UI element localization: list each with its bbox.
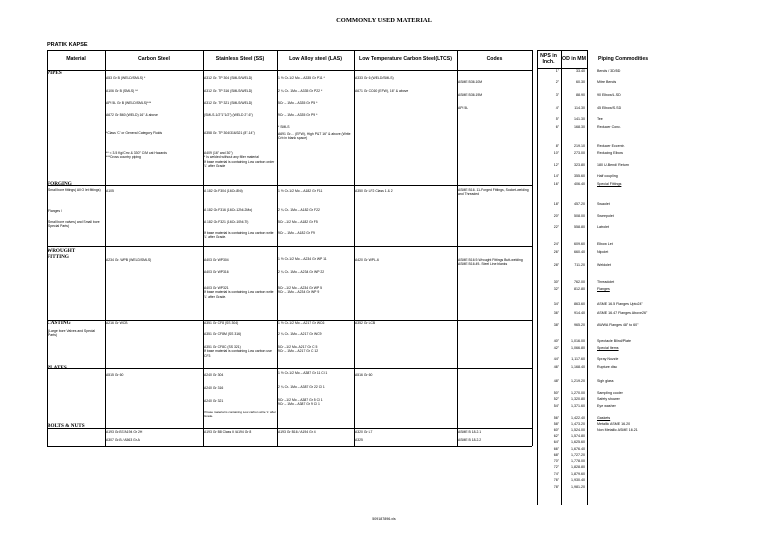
pipes-carbon-3: A672 Gr B60 (WELD) 16" & above — [106, 113, 158, 117]
bolts-las-0: A193 Gr B16 / A194 Gr 4 — [278, 430, 316, 434]
plates-stainless-0: A240 Gr 304 — [204, 373, 224, 377]
wrought-las-2: 5Cr –1/2 Mo – A234 Gr WP 5 9Cr – 1Mo – A234 Gr WP 9 — [278, 286, 323, 295]
nps-value: 5" — [555, 117, 559, 121]
pipes-ltcs-1: A671 Gr CC60 (EFW), 16" & above — [355, 89, 409, 93]
piping-commodity: 180 U-Bend/ Return — [597, 163, 629, 167]
piping-commodity: ASME 16.5 Flanges Upto24" — [597, 302, 643, 306]
piping-commodity: Bends / 3D/5D — [597, 69, 621, 73]
nps-value: 3" — [555, 93, 559, 97]
od-value: 406.40 — [574, 182, 585, 186]
piping-commodity: Nipolet — [597, 250, 609, 254]
od-value: 508.00 — [574, 214, 585, 218]
forging-carbon-0: A105 — [106, 189, 114, 193]
od-value: 1,625.60 — [571, 440, 585, 444]
piping-commodity: Special Fittings — [597, 182, 622, 186]
piping-commodity: Reducing Elbow — [597, 151, 623, 155]
nps-value: 54" — [553, 404, 559, 408]
pipes-las-4: * SMLS — [278, 125, 290, 129]
pipes-codes-1: ASME B36.19M — [458, 93, 483, 97]
pipes-stainless-1: A312 Gr. TP 316 (SMLS/WELD) — [204, 89, 253, 93]
forging-stainless-2: A 182 Gr.F321 (16Cr-10Ni-Ti) — [204, 220, 249, 224]
od-value: 863.60 — [574, 302, 585, 306]
nps-value: 6" — [555, 125, 559, 129]
pipes-carbon-1: A106 Gr B (SMLS) ** — [106, 89, 138, 93]
od-value: 88.90 — [576, 93, 585, 97]
nps-value: 26" — [553, 250, 559, 254]
od-value: 1,320.80 — [571, 397, 585, 401]
forging-codes-0: ASME B16. 11-Forged Fittings, Socket-welding and Threaded — [458, 188, 529, 197]
forging-stainless-3: If base material is containing Low carbon write 'L' after Grade. — [204, 231, 274, 240]
nps-value: 42" — [553, 346, 559, 350]
casting-las-2: 5Cr –1/2 Mo- A217 Gr C 5 9Cr – 1Mo – A217 Gr C 12 — [278, 345, 319, 354]
piping-commodity: Eye washer — [597, 404, 616, 408]
header-codes: Codes — [486, 56, 503, 63]
forging-las-2: 5Cr –1/2 Mo – A182 Gr F5 — [278, 220, 318, 224]
od-value: 355.60 — [574, 174, 585, 178]
od-value: 1,981.20 — [571, 485, 585, 489]
od-value: 219.10 — [574, 144, 585, 148]
section-pipes: PIPES — [47, 70, 62, 76]
header-piping-commodities: Piping Commodities — [598, 56, 649, 63]
piping-commodity: Gaskets — [597, 416, 611, 420]
od-value: 168.30 — [574, 125, 585, 129]
od-value: 1,016.00 — [571, 339, 585, 343]
od-value: 1,371.60 — [571, 404, 585, 408]
nps-value: 10" — [553, 151, 559, 155]
od-value: 60.30 — [576, 80, 585, 84]
pipes-codes-2: API 5L — [458, 106, 469, 110]
forging-las-3: 9Cr – 1Mo – A182 Gr F9 — [278, 231, 315, 235]
nps-value: 20" — [553, 214, 559, 218]
pipes-stainless-2: A312 Gr. TP 321 (SMLS/WELD) — [204, 101, 253, 105]
wrought-carbon-0: A234 Gr. WPB (WELD/SMLS) — [106, 258, 152, 262]
bolts-ltcs-0: A320 Gr L7 — [355, 430, 373, 434]
pipes-stainless-4: A358 Gr. TP 304/316/321 (8"-14") — [204, 131, 255, 135]
page-title: COMMONLY USED MATERIAL — [336, 17, 432, 24]
nps-value: 24" — [553, 242, 559, 246]
wrought-ltcs-0: A420 Gr WPL-6 — [355, 258, 379, 262]
piping-commodity: AWWA Flanges 48" to 60" — [597, 323, 639, 327]
plates-carbon-0: A515 Gr 60 — [106, 373, 124, 377]
bolts-carbon-1: A307 Gr.B / A563 Gr.A — [106, 438, 140, 442]
header-ltcs: Low Temperature Carbon Steel(LTCS) — [359, 56, 452, 63]
od-value: 141.30 — [574, 117, 585, 121]
section-casting: CASTING — [47, 320, 71, 326]
header-low-alloy-steel: Low Alloy steel (LAS) — [289, 56, 342, 63]
od-value: 1,828.80 — [571, 465, 585, 469]
nps-value: 44" — [553, 357, 559, 361]
od-value: 1,574.80 — [571, 434, 585, 438]
pipes-carbon-0: A53 Gr B (WELD/SMLS) * — [106, 76, 146, 80]
nps-value: 72" — [553, 465, 559, 469]
od-value: 812.80 — [574, 287, 585, 291]
piping-commodity: Mitre Bends — [597, 80, 617, 84]
od-value: 1,422.40 — [571, 416, 585, 420]
piping-commodity: Swaolet — [597, 202, 610, 206]
pipes-las-3: 9Cr – 1Mo – A335 Gr P9 * — [278, 113, 318, 117]
plates-las-0: 1 ½ Cr-1/2 Mo – A387 Gr 11 Cl 1 — [278, 371, 328, 375]
nps-value: 34" — [553, 302, 559, 306]
nps-value: 18" — [553, 202, 559, 206]
bolts-ltcs-1: A325 — [355, 438, 363, 442]
nps-value: 16" — [553, 182, 559, 186]
nps-value: 68" — [553, 453, 559, 457]
header-carbon-steel: Carbon Steel — [138, 56, 170, 63]
pipes-stainless-0: A312 Gr. TP 304 (SMLS/WELD) — [204, 76, 253, 80]
od-value: 1,676.40 — [571, 447, 585, 451]
od-value: 1,473.20 — [571, 422, 585, 426]
nps-value: 58" — [553, 422, 559, 426]
od-value: 609.60 — [574, 242, 585, 246]
od-value: 1,066.80 — [571, 346, 585, 350]
od-value: 1,930.40 — [571, 478, 585, 482]
pipes-carbon-2: API 5L Gr B (WELD/SMLS)*** — [106, 101, 152, 105]
od-value: 1,168.40 — [571, 365, 585, 369]
casting-las-0: 1 ½ Cr-1/2 Mo – A217 Gr WC6 — [278, 321, 325, 325]
piping-commodity: Sampling cooler — [597, 391, 623, 395]
pipes-las-5: A691 Gr.... (EFW), High P&T 16" & above (Write Crb in blank space) — [278, 132, 351, 141]
pipes-carbon-5: ** < 3.5 Kg/Cm² & 330° C/M cat Hazards ***Cross country piping — [106, 151, 167, 160]
pipes-las-0: 1 ½ Cr-1/2 Mo – A335 Gr P11 * — [278, 76, 325, 80]
nps-value: 74" — [553, 472, 559, 476]
od-value: 1,778.00 — [571, 459, 585, 463]
forging-stainless-0: A 182 Gr.F304 (16Cr-8Ni) — [204, 189, 243, 193]
piping-commodity: Threadolet — [597, 280, 615, 284]
wrought-las-1: 2 ¼ Cr- 1Mo – A234 Gr WP 22 — [278, 270, 325, 274]
forging-material-0: Small bore fittings( All O let fittings) — [48, 188, 101, 192]
nps-value: 4" — [555, 106, 559, 110]
wrought-las-0: 1 ½ Cr-1/2 Mo – A234 Gr WP 11 — [278, 257, 327, 261]
nps-value: 56" — [553, 416, 559, 420]
piping-commodity: Elbow Let — [597, 242, 613, 246]
wrought-stainless-1: A403 Gr WP316 — [204, 270, 229, 274]
nps-value: 70" — [553, 459, 559, 463]
piping-commodity: Latrolet — [597, 225, 609, 229]
od-value: 558.80 — [574, 225, 585, 229]
piping-commodity: Non Metallic ASME 16.21 — [597, 428, 638, 432]
nps-value: 28" — [553, 263, 559, 267]
nps-value: 52" — [553, 397, 559, 401]
section-plates: PLATES — [47, 365, 67, 371]
pipes-stainless-3: (SMLS-1/2"1"1/2") (WELD 2"-6") — [204, 113, 253, 117]
nps-value: 40" — [553, 339, 559, 343]
nps-value: 48" — [553, 379, 559, 383]
nps-value: 1" — [555, 69, 559, 73]
nps-value: 2" — [555, 80, 559, 84]
casting-material-0: (Large bore Valves and Special Parts) — [48, 329, 96, 338]
od-value: 457.20 — [574, 202, 585, 206]
pipes-las-2: 5Cr – 1Mo – A335 Gr P5 * — [278, 101, 318, 105]
nps-value: 36" — [553, 311, 559, 315]
header-nps: NPS in Inch. — [540, 53, 557, 65]
bolts-codes-1: ASME B 18.2.2 — [458, 438, 482, 442]
forging-stainless-1: A 182 Gr.F316 (16Cr-12Ni-2Mo) — [204, 208, 253, 212]
plates-las-2: 5Cr –1/2 Mo – A387 Gr 5 Cl 1 9Cr – 1Mo – A387 Gr 9 Cl 1 — [278, 398, 323, 407]
od-value: 1,879.60 — [571, 472, 585, 476]
nps-value: 38" — [553, 323, 559, 327]
piping-commodity: ASME 16.47 Flanges Above26" — [597, 311, 648, 315]
nps-value: 50" — [553, 391, 559, 395]
piping-commodity: Special Items — [597, 346, 619, 350]
bolts-carbon-0: A193 Gr.B7/A194 Gr 2H — [106, 430, 143, 434]
casting-stainless-2: A351 Gr CF8C (SS 321) If base material is containing Low carbon use CF3 — [204, 345, 272, 358]
od-value: 660.40 — [574, 250, 585, 254]
casting-las-1: 2 ¼ Cr- 1Mo – A217 Gr WC9 — [278, 332, 322, 336]
nps-value: 60" — [553, 428, 559, 432]
pipes-carbon-4: *Class 'C' or General Category Fluids — [106, 131, 163, 135]
od-value: 114.30 — [574, 106, 585, 110]
nps-value: 12" — [553, 163, 559, 167]
piping-commodity: Spectacle Blind/Plate — [597, 339, 631, 343]
nps-value: 62" — [553, 434, 559, 438]
nps-value: 22" — [553, 225, 559, 229]
section-forging: FORGING — [47, 181, 72, 187]
nps-value: 8" — [555, 144, 559, 148]
wrought-codes-0: ASME B16.9-Wrought Fittings Butt-welding ASME B16.49- Steel Line blanks — [458, 258, 523, 267]
piping-commodity: Sigh glass — [597, 379, 614, 383]
header-od: OD in MM — [562, 56, 586, 63]
od-value: 914.40 — [574, 311, 585, 315]
forging-las-0: 1 ½ Cr-1/2 Mo – A182 Gr F11 — [278, 189, 323, 193]
piping-commodity: Tee — [597, 117, 603, 121]
od-value: 1,524.00 — [571, 428, 585, 432]
nps-value: 78" — [553, 485, 559, 489]
plates-las-1: 2 ¼ Cr- 1Mo – A387 Gr 22 Cl 1 — [278, 385, 325, 389]
pipes-codes-0: ASME B36.10M — [458, 80, 483, 84]
company-name: PRATIK KAPSE — [47, 42, 88, 48]
od-value: 1,117.60 — [571, 357, 585, 361]
header-material: Material — [66, 56, 86, 63]
plates-ltcs-0: A516 Gr 60 — [355, 373, 373, 377]
od-value: 762.00 — [574, 280, 585, 284]
piping-commodity: Reducer Eccentr. — [597, 144, 625, 148]
section-bolts-nuts: BOLTS & NUTS — [47, 423, 85, 429]
bolts-codes-0: ASME B 18.2.1 — [458, 430, 482, 434]
piping-commodity: Flanges — [597, 287, 610, 291]
footer-filename: 509187896.xls — [372, 517, 396, 521]
piping-commodity: Reducer Conc. — [597, 125, 621, 129]
od-value: 1,219.20 — [571, 379, 585, 383]
plates-stainless-3: If base material is containing Low carbon write 'L' after Grade. — [204, 410, 277, 418]
nps-value: 46" — [553, 365, 559, 369]
plates-stainless-1: A240 Gr 316 — [204, 386, 224, 390]
piping-commodity: Sweepolet — [597, 214, 614, 218]
od-value: 33.40 — [576, 69, 585, 73]
piping-commodity: Safety shower — [597, 397, 620, 401]
nps-value: 66" — [553, 447, 559, 451]
wrought-stainless-0: A403 Gr WP304 — [204, 258, 229, 262]
piping-commodity: Rupture disc — [597, 365, 618, 369]
nps-value: 30" — [553, 280, 559, 284]
plates-stainless-2: A240 Gr 321 — [204, 399, 224, 403]
nps-value: 32" — [553, 287, 559, 291]
pipes-ltcs-0: A333 Gr 6 (WELD/SMLS) — [355, 76, 394, 80]
nps-value: 76" — [553, 478, 559, 482]
header-stainless-steel: Stainless Steel (SS) — [215, 56, 265, 63]
forging-material-2: Small bore valves( and Small bore Special Parts) — [48, 220, 100, 229]
casting-stainless-1: A351 Gr CF8M (SS 316) — [204, 332, 242, 336]
pipes-stainless-5: A409 (16" and 30") * Is welded without any filler material If base material is containing Low carbon order 'L' after Grade — [204, 151, 275, 168]
pipes-las-1: 2 ¼ Cr- 1Mo – A335 Gr P22 * — [278, 89, 323, 93]
od-value: 273.00 — [574, 151, 585, 155]
nps-value: 14" — [553, 174, 559, 178]
bolts-stainless-0: A193 Gr B8 Class II /A194 Gr 8 — [204, 430, 252, 434]
piping-commodity: 45 Elbow/S.SD — [597, 106, 622, 110]
forging-ltcs-0: A350 Gr LF2 Class 1 & 2 — [355, 189, 393, 193]
od-value: 1,270.00 — [571, 391, 585, 395]
piping-commodity: Spray Nozzle — [597, 357, 619, 361]
section-wrought-fitting: WROUGHT FITTING — [47, 248, 76, 260]
od-value: 1,727.20 — [571, 453, 585, 457]
piping-commodity: 90 Elbow/L.SD — [597, 93, 621, 97]
casting-ltcs-0: A352 Gr LCB — [355, 321, 376, 325]
forging-las-1: 2 ¼ Cr- 1Mo – A182 Gr F22 — [278, 208, 320, 212]
wrought-stainless-2: A403 Gr WP321 If base material is containing Low carbon write 'L' after Grade. — [204, 286, 274, 299]
od-value: 965.20 — [574, 323, 585, 327]
piping-commodity: Metallic ASME 16.20 — [597, 422, 631, 426]
casting-carbon-0: A216 Gr WCB — [106, 321, 128, 325]
od-value: 711.20 — [574, 263, 585, 267]
nps-value: 64" — [553, 440, 559, 444]
forging-material-1: Flanges / — [48, 209, 62, 213]
od-value: 323.80 — [574, 163, 585, 167]
piping-commodity: Half coupling — [597, 174, 618, 178]
piping-commodity: Weldolet — [597, 263, 611, 267]
casting-stainless-0: A351 Gr CF8 (SS 304) — [204, 321, 239, 325]
